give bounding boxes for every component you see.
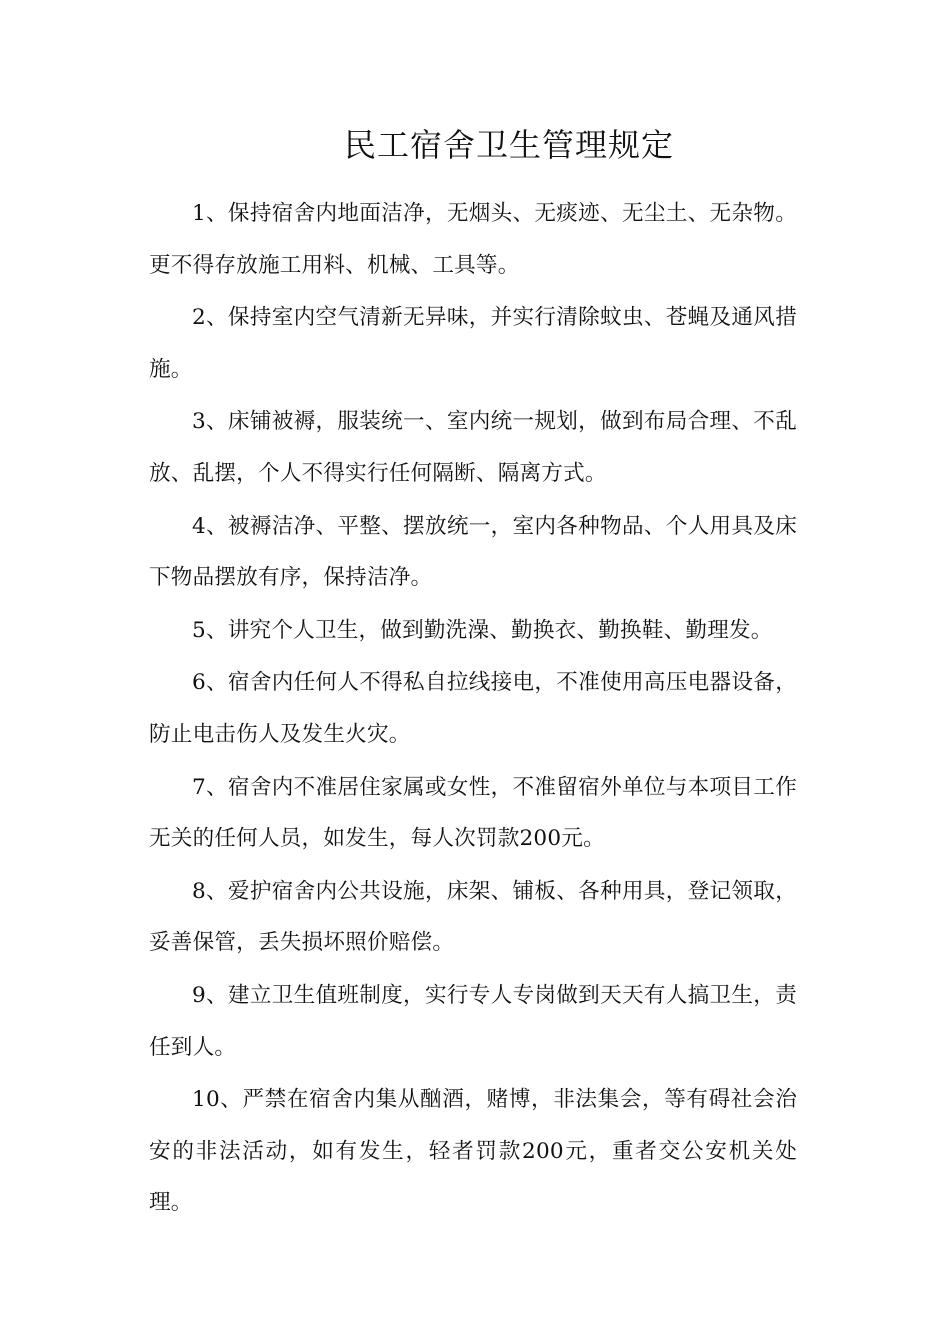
rule-paragraph-5: 5、讲究个人卫生，做到勤洗澡、勤换衣、勤换鞋、勤理发。 <box>192 617 773 643</box>
rule-paragraph-6: 6、宿舍内任何人不得私自拉线接电，不准使用高压电器设备，防止电击伤人及发生火灾。 <box>149 670 797 747</box>
rule-paragraph-3: 3、床铺被褥，服装统一、室内统一规划，做到布局合理、不乱放、乱摆，个人不得实行任何隔断、隔离方式。 <box>149 409 797 486</box>
rule-paragraph-7: 7、宿舍内不准居住家属或女性，不准留宿外单位与本项目工作无关的任何人员，如发生，每人次罚款200元。 <box>149 774 797 852</box>
rule-paragraph-8: 8、爱护宿舍内公共设施，床架、铺板、各种用具，登记领取，妥善保管，丢失损坏照价赔偿。 <box>149 878 797 956</box>
rule-paragraph-4: 4、被褥洁净、平整、摆放统一，室内各种物品、个人用具及床下物品摆放有序，保持洁净。 <box>149 513 797 591</box>
rule-paragraph-9: 9、建立卫生值班制度，实行专人专岗做到天天有人搞卫生，责任到人。 <box>149 982 797 1060</box>
document-body <box>149 188 797 1230</box>
rule-paragraph-1: 1、保持宿舍内地面洁净，无烟头、无痰迹、无尘土、无杂物。更不得存放施工用料、机械、工具等。 <box>149 201 797 278</box>
rule-paragraph-10: 10、严禁在宿舍内集从酗酒，赌博，非法集会，等有碍社会治安的非法活动，如有发生，轻者罚款200元，重者交公安机关处理。 <box>149 1087 797 1216</box>
rule-paragraph-2: 2、保持室内空气清新无异味，并实行清除蚊虫、苍蝇及通风措施。 <box>149 305 797 382</box>
document-title: 民工宿舍卫生管理规定 <box>343 126 674 164</box>
